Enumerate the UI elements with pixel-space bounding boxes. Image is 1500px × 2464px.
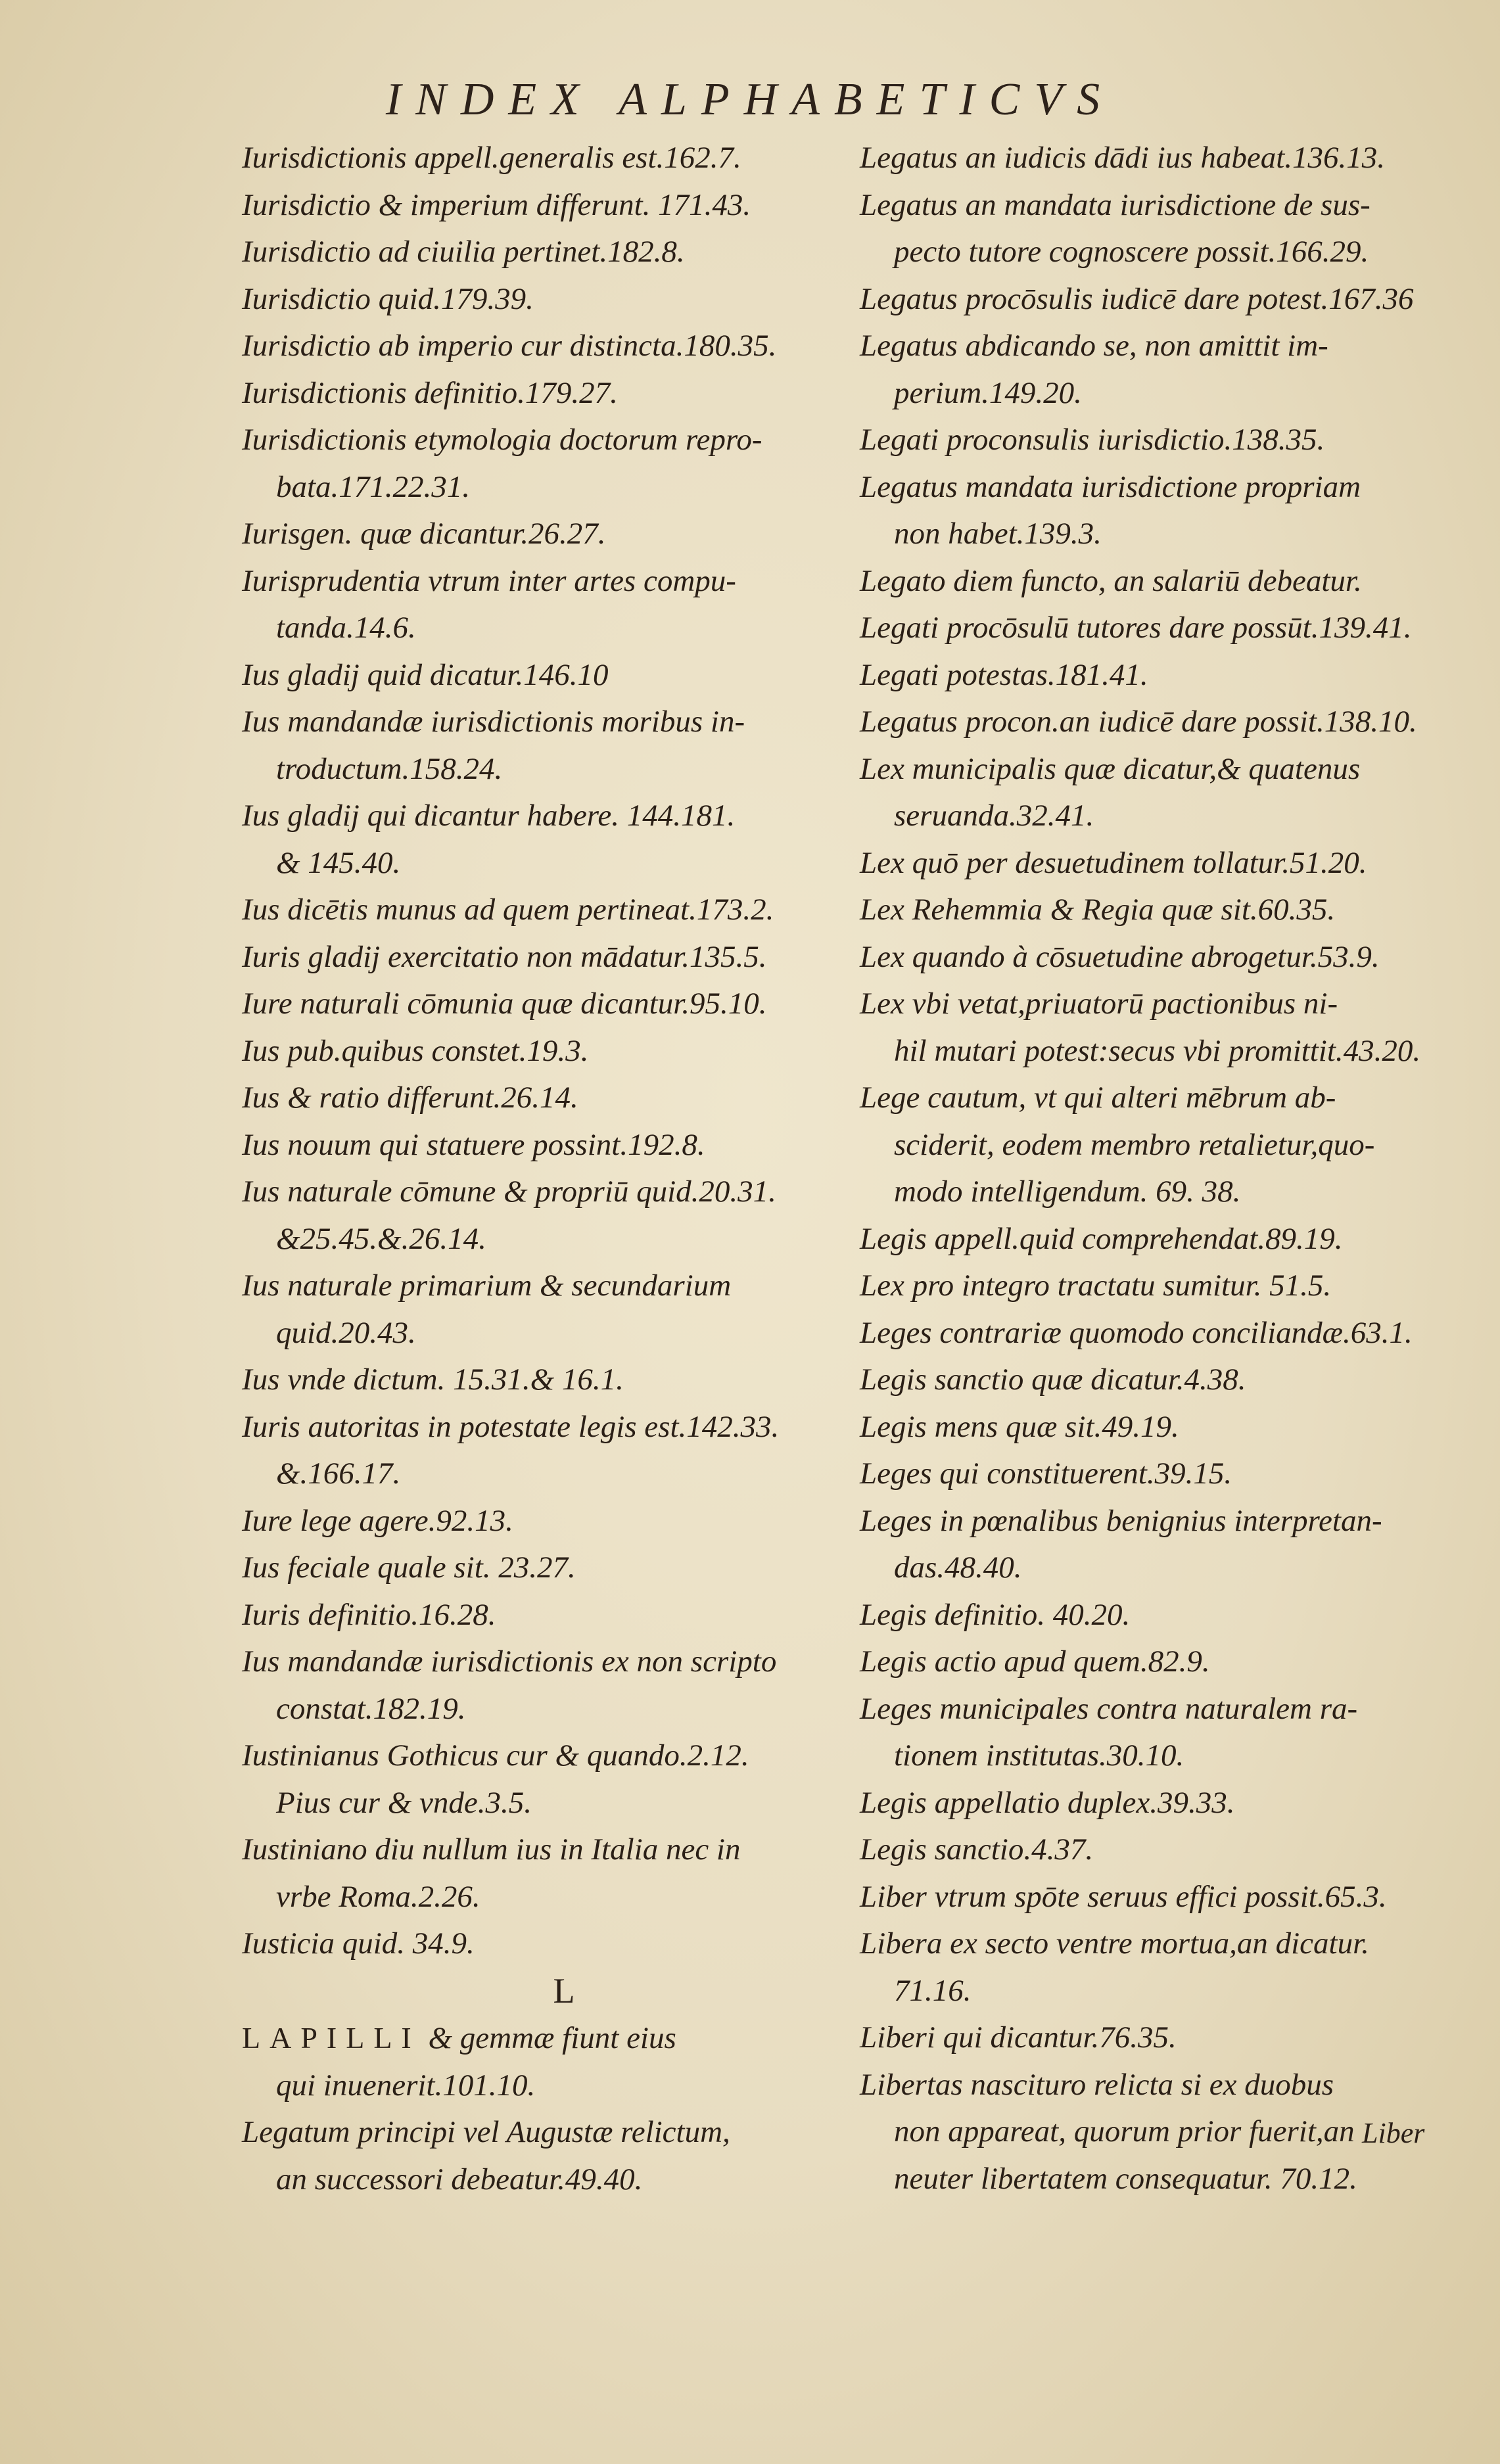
- index-entry: [242, 1075, 847, 1122]
- entry-continuation-line: & 145.40.: [276, 845, 401, 880]
- entry-line: Libera ex secto ventre mortua,an dicatur.: [860, 1926, 1369, 1961]
- catchword: Liber: [1362, 2117, 1425, 2149]
- entry-line: Legatus an mandata iurisdictione de sus-: [860, 187, 1371, 222]
- index-entry: [242, 1732, 847, 1826]
- entry-line: Ius & ratio differunt.26.14.: [242, 1081, 578, 1115]
- entry-line: Legati procōsulū tutores dare possūt.139.41.: [860, 611, 1412, 645]
- index-entry: [860, 182, 1438, 276]
- index-entry: [242, 1920, 847, 1968]
- section-lead-word: LAPILLI: [242, 2021, 421, 2055]
- entry-line: Iurisdictionis appell.generalis est.162.7.: [242, 141, 741, 175]
- entry-line: Ius dicētis munus ad quem pertineat.173.2.: [242, 893, 774, 927]
- entry-line: Ius vnde dictum. 15.31.& 16.1.: [242, 1362, 624, 1397]
- entry-line: Legatus mandata iurisdictione propriam: [860, 469, 1361, 504]
- index-entry: [242, 2109, 847, 2203]
- index-entry: [242, 558, 847, 652]
- index-entry: [242, 182, 847, 229]
- entry-line: Leges qui constituerent.39.15.: [860, 1456, 1232, 1491]
- index-entry: [860, 840, 1438, 887]
- entry-line: Iurisdictio & imperium differunt. 171.43.: [242, 187, 751, 222]
- index-entry: [242, 1028, 847, 1075]
- index-entry: [860, 934, 1438, 981]
- entry-line: Iustinianus Gothicus cur & quando.2.12.: [242, 1738, 749, 1773]
- index-entry: [860, 605, 1438, 652]
- entry-continuation-line: constat.182.19.: [276, 1691, 466, 1726]
- index-entry: [860, 2062, 1438, 2203]
- entry-line: Lex pro integro tractatu sumitur. 51.5.: [860, 1268, 1332, 1303]
- index-entry: [860, 887, 1438, 934]
- entry-line: Iurisdictionis etymologia doctorum repro-: [242, 423, 762, 457]
- entry-line: Ius gladij quid dicatur.146.10: [242, 657, 609, 692]
- entry-continuation-line: &.166.17.: [276, 1456, 401, 1491]
- entry-line: Legati proconsulis iurisdictio.138.35.: [860, 423, 1325, 457]
- index-entry: [242, 323, 847, 370]
- entry-line: Leges municipales contra naturalem ra-: [860, 1691, 1358, 1726]
- index-entry: [860, 1686, 1438, 1780]
- entry-continuation-line: neuter libertatem consequatur. 70.12.: [894, 2161, 1357, 2196]
- index-entry: [242, 229, 847, 276]
- index-entry: [860, 1498, 1438, 1592]
- entry-line: Iurisdictio ab imperio cur distincta.180.35.: [242, 329, 777, 363]
- index-entry: [242, 1498, 847, 1545]
- index-entry: [242, 370, 847, 417]
- index-entry: [860, 1216, 1438, 1263]
- index-entry: [860, 1639, 1438, 1686]
- index-entry: [860, 1592, 1438, 1639]
- entry-line: Legis definitio. 40.20.: [860, 1597, 1131, 1632]
- entry-line: Lex municipalis quæ dicatur,& quatenus: [860, 751, 1361, 786]
- entry-continuation-line: perium.149.20.: [894, 375, 1082, 410]
- entry-line: Iusticia quid. 34.9.: [242, 1926, 475, 1961]
- entry-line: Ius feciale quale sit. 23.27.: [242, 1550, 576, 1585]
- index-entry: [242, 1545, 847, 1592]
- entry-line: Ius nouum qui statuere possint.192.8.: [242, 1127, 705, 1162]
- entry-line: Ius mandandæ iurisdictionis ex non scripto: [242, 1644, 777, 1679]
- entry-line: [242, 2014, 847, 2062]
- section-letter: L: [553, 1970, 575, 2011]
- entry-line: Lex quando à cōsuetudine abrogetur.53.9.: [860, 939, 1380, 974]
- entry-line: Libertas nascituro relicta si ex duobus: [860, 2067, 1334, 2102]
- index-entry: [242, 699, 847, 793]
- entry-line: Leges contrariæ quomodo conciliandæ.63.1.: [860, 1315, 1413, 1350]
- entry-continuation-line: non appareat, quorum prior fuerit,an: [894, 2114, 1355, 2149]
- entry-line: Iuris definitio.16.28.: [242, 1597, 496, 1632]
- entry-line: Legati potestas.181.41.: [860, 657, 1148, 692]
- entry-continuation-line: pecto tutore cognoscere possit.166.29.: [894, 235, 1369, 269]
- index-entry: [860, 1075, 1438, 1216]
- left-index-column: [242, 135, 847, 2203]
- entry-continuation-line: an successori debeatur.49.40.: [276, 2162, 643, 2197]
- entry-line: Liber vtrum spōte seruus effici possit.65.3.: [860, 1879, 1387, 1914]
- entry-line: Iustiniano diu nullum ius in Italia nec in: [242, 1832, 741, 1867]
- index-entry: [242, 1404, 847, 1498]
- index-entry: [242, 887, 847, 934]
- index-entry: [242, 793, 847, 887]
- index-entry: [860, 135, 1438, 182]
- entry-line: Iuris gladij exercitatio non mādatur.135.5.: [242, 939, 767, 974]
- index-entry: [860, 1826, 1438, 1874]
- entry-continuation-line: &25.45.&.26.14.: [276, 1221, 486, 1256]
- index-entry: [860, 1404, 1438, 1451]
- entry-continuation-line: 71.16.: [894, 1973, 972, 2008]
- entry-line: Legatus procōsulis iudicē dare potest.167.36: [860, 281, 1414, 316]
- entry-line: Legatus procon.an iudicē dare possit.138.10.: [860, 705, 1417, 739]
- entry-line: Legatus an iudicis dādi ius habeat.136.13.: [860, 141, 1385, 175]
- index-entry: [860, 1451, 1438, 1498]
- entry-line: Iurisprudentia vtrum inter artes compu-: [242, 563, 736, 598]
- entry-line-text: & gemmæ fiunt eius: [420, 2021, 676, 2055]
- index-entry: [242, 1169, 847, 1263]
- index-entry: [860, 1920, 1438, 2014]
- entry-continuation-line: sciderit, eodem membro retalietur,quo-: [894, 1127, 1375, 1162]
- entry-continuation-line: modo intelligendum. 69. 38.: [894, 1174, 1241, 1209]
- index-entry: [860, 1780, 1438, 1827]
- entry-line: Iurisgen. quæ dicantur.26.27.: [242, 517, 606, 551]
- entry-line: Ius naturale cōmune & propriū quid.20.31.: [242, 1174, 776, 1209]
- entry-line: Ius pub.quibus constet.19.3.: [242, 1033, 589, 1068]
- entry-continuation-line: non habet.139.3.: [894, 517, 1102, 551]
- index-entry: [860, 1357, 1438, 1404]
- entry-line: Ius naturale primarium & secundarium: [242, 1268, 732, 1303]
- index-entry: [860, 323, 1438, 417]
- entry-line: Legato diem functo, an salariū debeatur.: [860, 563, 1362, 598]
- entry-continuation-line: tionem institutas.30.10.: [894, 1738, 1184, 1773]
- entry-continuation-line: troductum.158.24.: [276, 751, 503, 786]
- index-entry: [860, 1310, 1438, 1357]
- entry-continuation-line: seruanda.32.41.: [894, 799, 1094, 833]
- entry-line: Iuris autoritas in potestate legis est.142.33.: [242, 1409, 780, 1444]
- index-entry: [242, 1826, 847, 1920]
- index-entry: [860, 417, 1438, 464]
- entry-line: Ius gladij qui dicantur habere. 144.181.: [242, 799, 736, 833]
- index-entry: [242, 1592, 847, 1639]
- index-entry: [242, 1357, 847, 1404]
- right-index-column: [860, 135, 1438, 2202]
- index-entry: [860, 746, 1438, 840]
- entry-continuation-line: bata.171.22.31.: [276, 469, 471, 504]
- entry-line: Iure lege agere.92.13.: [242, 1503, 513, 1538]
- entry-continuation-line: vrbe Roma.2.26.: [276, 1879, 480, 1914]
- entry-line: Leges in pœnalibus benignius interpretan-: [860, 1503, 1382, 1538]
- entry-line: Lege cautum, vt qui alteri mēbrum ab-: [860, 1081, 1336, 1115]
- index-entry: [242, 2014, 847, 2109]
- index-entry: [242, 934, 847, 981]
- entry-line: Lex vbi vetat,priuatorū pactionibus ni-: [860, 987, 1338, 1021]
- index-entry: [242, 1122, 847, 1169]
- index-entry: [242, 276, 847, 323]
- entry-line: Ius mandandæ iurisdictionis moribus in-: [242, 705, 745, 739]
- entry-line: Legis appell.quid comprehendat.89.19.: [860, 1221, 1343, 1256]
- entry-line: Legis mens quæ sit.49.19.: [860, 1409, 1179, 1444]
- entry-continuation-line: Pius cur & vnde.3.5.: [276, 1785, 532, 1820]
- entry-line: Legis sanctio.4.37.: [860, 1832, 1094, 1867]
- entry-line: Legatum principi vel Augustæ relictum,: [242, 2115, 730, 2149]
- index-entry: [242, 981, 847, 1028]
- index-entry: [860, 981, 1438, 1075]
- entry-line: Lex Rehemmia & Regia quæ sit.60.35.: [860, 893, 1336, 927]
- entry-continuation-line: quid.20.43.: [276, 1315, 416, 1350]
- entry-line: Iurisdictio ad ciuilia pertinet.182.8.: [242, 235, 685, 269]
- index-entry: [242, 417, 847, 511]
- index-entry: [860, 2014, 1438, 2062]
- index-entry: [860, 464, 1438, 558]
- index-entry: [242, 135, 847, 182]
- index-entry: [242, 511, 847, 558]
- entry-line: Legatus abdicando se, non amittit im-: [860, 329, 1328, 363]
- entry-line: Iurisdictionis definitio.179.27.: [242, 375, 618, 410]
- entry-line: Iure naturali cōmunia quæ dicantur.95.10.: [242, 987, 767, 1021]
- index-entry: [860, 1874, 1438, 1921]
- index-entry: [242, 1639, 847, 1732]
- entry-line: Iurisdictio quid.179.39.: [242, 281, 534, 316]
- entry-continuation-line: qui inuenerit.101.10.: [276, 2068, 536, 2103]
- entry-line: Liberi qui dicantur.76.35.: [860, 2020, 1177, 2055]
- index-entry: [860, 558, 1438, 605]
- entry-line: Legis actio apud quem.82.9.: [860, 1644, 1210, 1679]
- index-entry: [860, 276, 1438, 323]
- index-entry: [860, 1263, 1438, 1310]
- entry-line: Legis appellatio duplex.39.33.: [860, 1785, 1235, 1820]
- index-entry: [242, 652, 847, 699]
- entry-continuation-line: das.48.40.: [894, 1550, 1022, 1585]
- entry-line: Legis sanctio quæ dicatur.4.38.: [860, 1362, 1246, 1397]
- index-entry: [242, 1263, 847, 1357]
- entry-line: Lex quō per desuetudinem tollatur.51.20.: [860, 845, 1367, 880]
- page-title: INDEX ALPHABETICVS: [385, 74, 1115, 125]
- entry-continuation-line: hil mutari potest:secus vbi promittit.43.20.: [894, 1033, 1421, 1068]
- index-entry: [860, 652, 1438, 699]
- index-entry: [860, 699, 1438, 746]
- entry-continuation-line: tanda.14.6.: [276, 611, 416, 645]
